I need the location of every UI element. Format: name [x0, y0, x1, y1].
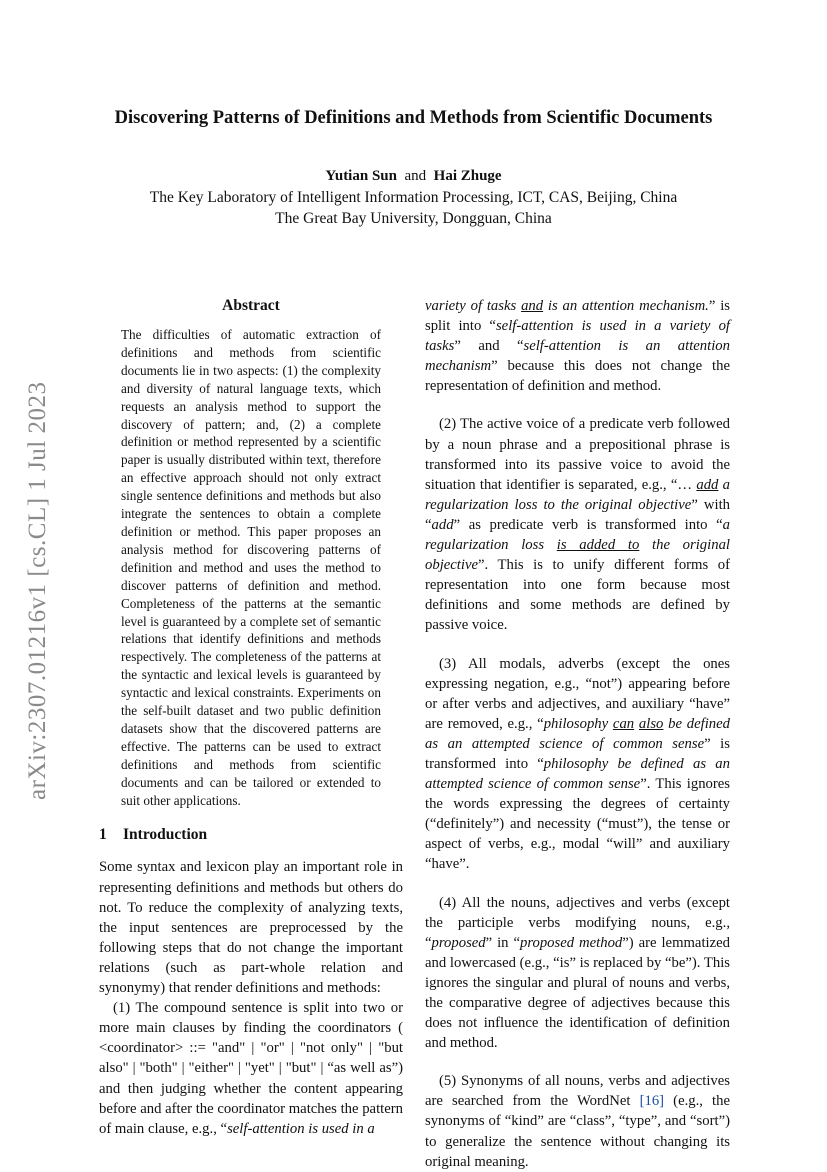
author-1: Yutian Sun	[325, 168, 397, 184]
section-heading-introduction	[99, 825, 403, 845]
left-column	[99, 296, 403, 1139]
preprocess-step-4: (4) All the nouns, adjectives and verbs (except the participle verbs modifying nouns, e.g., “proposed” in “proposed method”) are lemmatized and lowercased (e.g., “is” is replaced by “be”). This ignores the singular and plural of nouns and verbs, the comparative degree of adjectives because this does not influence the identification of definition and method.	[425, 894, 730, 1052]
preprocess-step-5: (5) Synonyms of all nouns, verbs and adjectives are searched from the WordNet [16] (e.g., the synonyms of “kind” are “class”, “type”, and “sort”) to generalize the sentence without changing its original meaning.	[425, 1073, 731, 1170]
right-column	[425, 296, 730, 1172]
paper-title: Discovering Patterns of Definitions and Methods from Scientific Documents	[114, 108, 713, 128]
section-title: Introduction	[123, 826, 208, 844]
author-separator: and	[404, 168, 427, 184]
author-line	[60, 166, 767, 187]
section-number: 1	[99, 826, 107, 844]
citation-link[interactable]: [16]	[639, 1093, 665, 1110]
affiliation-2: The Great Bay University, Dongguan, China	[275, 210, 552, 227]
preprocess-step-3: (3) All modals, adverbs (except the ones expressing negation, e.g., “not”) appearing before or after verbs and adjectives, and auxiliary “have” are removed, e.g., “philosophy can also be defined as an attempted science of common sense” is transformed into “philosophy be defined as an attempted science of common sense”. This ignores the words expressing the degrees of certainty (“definitely”) and necessity (“must”), the tense or aspect of verbs, e.g., modal “will” and auxiliary “have”.	[425, 655, 731, 873]
author-2: Hai Zhuge	[433, 168, 502, 184]
intro-paragraph-1: Some syntax and lexicon play an important role in representing definitions and methods but others do not. To reduce the complexity of analyzing texts, the input sentences are preprocessed by the following steps that do not change the important relations (such as part-whole relation and synonymy) that render definitions and methods:	[99, 859, 403, 997]
intro-paragraph-2: (1) The compound sentence is split into two or more main clauses by finding the coordinators ( <coordinator> ::= "and" | "or" | "not only" | "but also" | "both" | "either" | "yet" | "but" | “as well as”) and then judging whether the content appearing before and after the coordinator matches the pattern of main clause, e.g., “self-attention is used in a	[99, 1000, 403, 1137]
preprocess-step-2: (2) The active voice of a predicate verb followed by a noun phrase and a prepositional phrase is transformed into its passive voice to avoid the situation that identifier is separated, e.g., “… add a regularization loss to the original objective” with “add” as predicate verb is transformed into “a regularization loss is added to the original objective”. This is to unify different forms of representation into one form because most definitions and some methods are defined by passive voice.	[425, 416, 731, 634]
arxiv-side-stamp: arXiv:2307.01216v1 [cs.CL] 1 Jul 2023	[24, 381, 51, 800]
intro-paragraph-2-continued: variety of tasks and is an attention mechanism.” is split into “self-attention is used in a variety of tasks” and “self-attention is an attention mechanism” because this does not change the representation of definition and method.	[425, 298, 731, 395]
abstract-text: The difficulties of automatic extraction of definitions and methods from scientific documents lie in two aspects: (1) the complexity and diversity of natural language texts, which requests an analysis method to support the discovery of pattern; and, (2) a complete definition or method represented by a scientific paper is usually distributed within text, therefore an effective approach should not only extract single sentence definitions and methods but also integrate the sentences to obtain a complete definition or method. This paper proposes an analysis method for discovering patterns of definition and method and uses the method to discover patterns of definition and method. Completeness of the patterns at the semantic level is guaranteed by a complete set of semantic relations that identify definitions and methods respectively. The completeness of the patterns at the syntactic and lexical levels is guaranteed by syntactic and lexical constraints. Experiments on the self-built dataset and two public definition datasets show that the discovered patterns are effective. The patterns can be used to extract definitions and methods from scientific documents and can be tailored or extended to suit other applications.	[121, 327, 381, 808]
affiliation-1: The Key Laboratory of Intelligent Information Processing, ICT, CAS, Beijing, China	[149, 189, 678, 206]
abstract-heading: Abstract	[222, 297, 280, 314]
